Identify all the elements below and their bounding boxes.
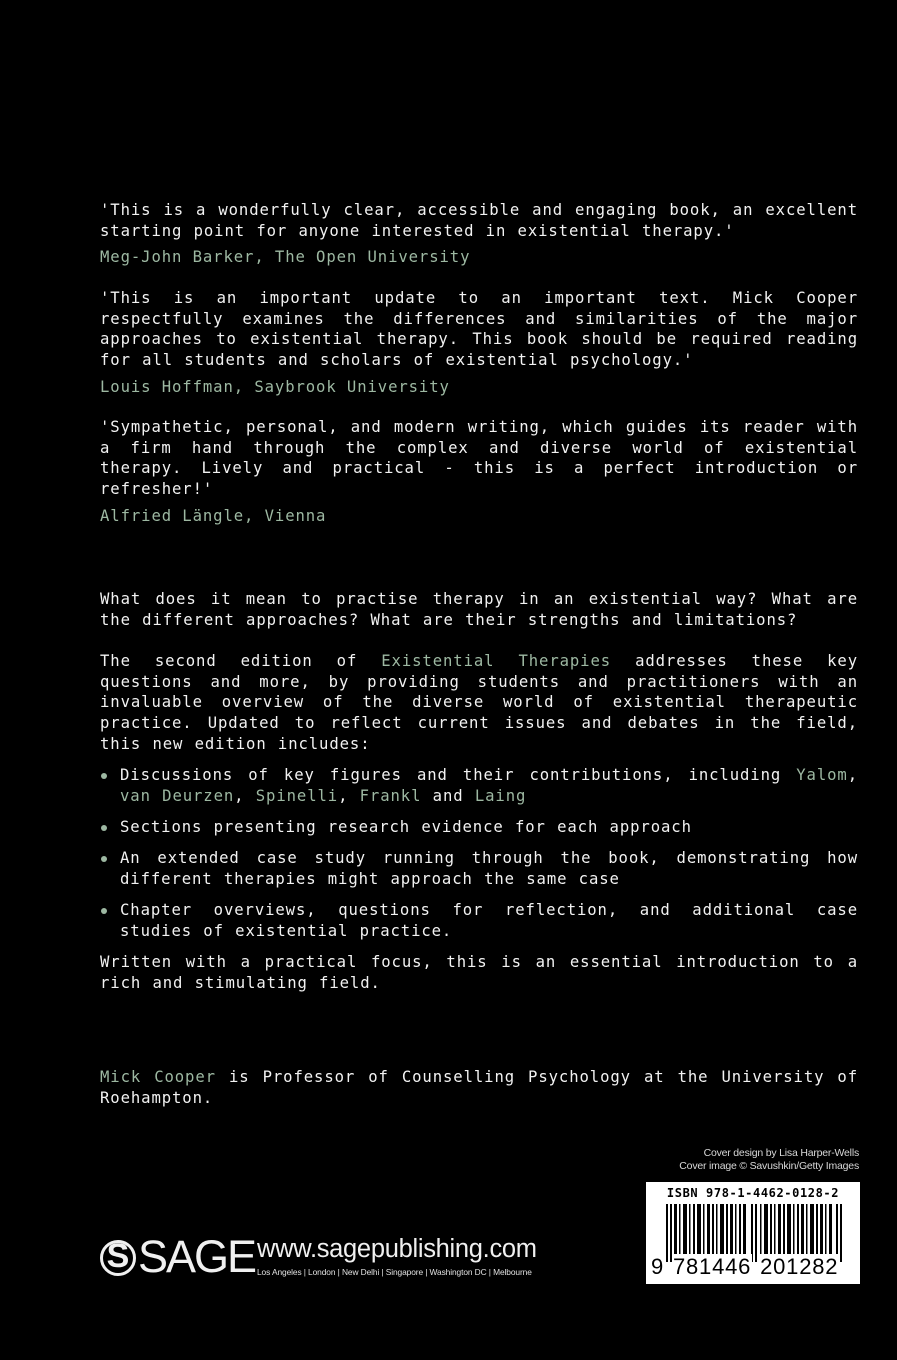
- figure-name: Spinelli: [255, 786, 339, 805]
- intro-paragraph: What does it mean to practise therapy in an existential way? What are the different approaches? What are their strengths and limitations?: [100, 590, 858, 629]
- figure-name: Yalom: [796, 766, 848, 785]
- endorsement-attribution: Meg-John Barker, The Open University: [100, 248, 471, 267]
- endorsement-quote: 'This is a wonderfully clear, accessible and engaging book, an excellent starting point for anyone interested in existential therapy.': [100, 201, 858, 240]
- figure-name: van Deurzen: [120, 786, 235, 805]
- endorsement-quote: 'This is an important update to an important text. Mick Cooper respectfully examines the differences and similarities of the major approaches to existential therapy. This book should be required reading for all students and scholars of existential psychology.': [100, 289, 858, 370]
- endorsement-2: [100, 288, 858, 397]
- bullet-icon: [101, 856, 107, 862]
- features-list: [100, 765, 858, 942]
- edition-pre: The second edition of: [100, 652, 382, 670]
- bullet-icon: [101, 825, 107, 831]
- list-item: An extended case study running through the book, demonstrating how different therapies might approach the same case: [100, 848, 858, 889]
- bullet-icon: [101, 908, 107, 914]
- isbn-label: ISBN 978-1-4462-0128-2: [666, 1186, 840, 1200]
- figure-name: Frankl: [359, 786, 422, 805]
- publisher-cities: Los Angeles | London | New Delhi | Singapore | Washington DC | Melbourne: [257, 1267, 532, 1277]
- cover-image-credit: Cover image © Savushkin/Getty Images: [679, 1160, 859, 1172]
- author-description: is Professor of Counselling Psychology at the University of Roehampton.: [100, 1068, 859, 1107]
- endorsement-attribution: Alfried Längle, Vienna: [100, 506, 327, 525]
- book-description: [100, 589, 858, 994]
- endorsement-3: [100, 417, 858, 526]
- endorsement-1: [100, 200, 858, 267]
- endorsement-quote: 'Sympathetic, personal, and modern writing, which guides its reader with a firm hand through the complex and diverse world of existential therapy. Lively and practical - this is a perfect introduction or refresher!': [100, 418, 858, 499]
- author-bio: [100, 1067, 858, 1108]
- isbn-barcode: [645, 1181, 861, 1285]
- publisher-url[interactable]: www.sagepublishing.com: [257, 1235, 537, 1263]
- cover-design-credit: Cover design by Lisa Harper-Wells: [703, 1147, 859, 1159]
- sage-logo-icon: S: [100, 1240, 136, 1276]
- author-name: Mick Cooper: [100, 1068, 216, 1086]
- endorsement-attribution: Louis Hoffman, Saybrook University: [100, 377, 450, 396]
- cover-credits: [679, 1147, 859, 1173]
- book-title: Existential Therapies: [381, 652, 612, 670]
- bullet-icon: [101, 773, 107, 779]
- closing-paragraph: Written with a practical focus, this is an essential introduction to a rich and stimulating field.: [100, 953, 858, 993]
- isbn-digits: 9 781446 201282: [651, 1254, 839, 1279]
- figure-name: Laing: [474, 786, 527, 805]
- list-item: Sections presenting research evidence for each approach: [100, 817, 858, 838]
- list-item: Chapter overviews, questions for reflection, and additional case studies of existential practice.: [100, 900, 858, 941]
- edition-post: addresses these key questions and more, by providing students and practitioners with an invaluable overview of the diverse world of existential therapeutic practice. Updated to reflect current issues and debates in the field, this new edition includes:: [100, 652, 858, 753]
- publisher-name: SAGE: [138, 1231, 256, 1282]
- edition-paragraph: [100, 651, 858, 755]
- list-item: Discussions of key figures and their contributions, including Yalom, van Deurzen, Spinelli, Frankl and Laing: [100, 765, 858, 806]
